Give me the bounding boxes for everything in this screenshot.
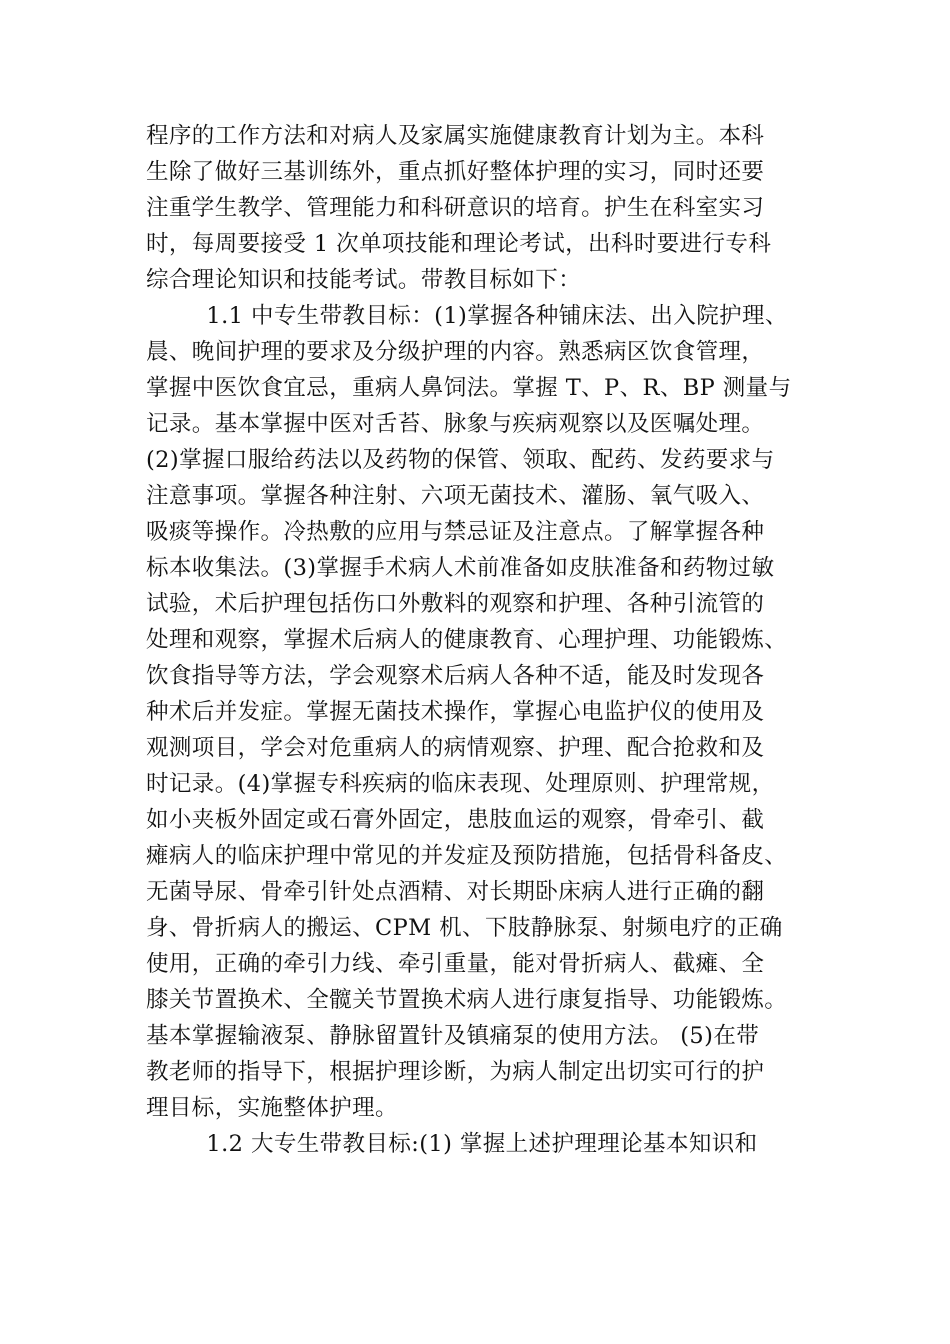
section-heading-line: 1.1 中专生带教目标：(1)掌握各种铺床法、出入院护理、 bbox=[146, 303, 788, 329]
text-line: 综合理论知识和技能考试。带教目标如下： bbox=[146, 267, 582, 293]
text-line: 处理和观察，掌握术后病人的健康教育、心理护理、功能锻炼、 bbox=[146, 627, 788, 653]
text-line: 记录。基本掌握中医对舌苔、脉象与疾病观察以及医嘱处理。 bbox=[146, 411, 765, 437]
text-line: 时，每周要接受 1 次单项技能和理论考试，出科时要进行专科 bbox=[146, 231, 772, 257]
text-line: 身、骨折病人的搬运、CPM 机、下肢静脉泵、射频电疗的正确 bbox=[146, 915, 783, 941]
text-line: 膝关节置换术、全髋关节置换术病人进行康复指导、功能锻炼。 bbox=[146, 987, 788, 1013]
text-line: 程序的工作方法和对病人及家属实施健康教育计划为主。本科 bbox=[146, 123, 765, 149]
text-line: 试验，术后护理包括伤口外敷料的观察和护理、各种引流管的 bbox=[146, 591, 765, 617]
text-line: 观测项目，学会对危重病人的病情观察、护理、配合抢救和及 bbox=[146, 735, 765, 761]
text-line: (2)掌握口服给药法以及药物的保管、领取、配药、发药要求与 bbox=[146, 447, 775, 473]
text-line: 无菌导尿、骨牵引针处点酒精、对长期卧床病人进行正确的翻 bbox=[146, 879, 765, 905]
section-heading-line: 1.2 大专生带教目标:(1) 掌握上述护理理论基本知识和 bbox=[146, 1131, 758, 1157]
text-line: 使用，正确的牵引力线、牵引重量，能对骨折病人、截瘫、全 bbox=[146, 951, 765, 977]
text-line: 教老师的指导下，根据护理诊断，为病人制定出切实可行的护 bbox=[146, 1059, 765, 1085]
text-line: 注重学生教学、管理能力和科研意识的培育。护生在科室实习 bbox=[146, 195, 765, 221]
text-line: 种术后并发症。掌握无菌技术操作，掌握心电监护仪的使用及 bbox=[146, 699, 765, 725]
text-line: 生除了做好三基训练外，重点抓好整体护理的实习，同时还要 bbox=[146, 159, 765, 185]
body-text bbox=[146, 118, 806, 1162]
text-line: 注意事项。掌握各种注射、六项无菌技术、灌肠、氧气吸入、 bbox=[146, 483, 765, 509]
text-line: 基本掌握输液泵、静脉留置针及镇痛泵的使用方法。 (5)在带 bbox=[146, 1023, 760, 1049]
text-line: 掌握中医饮食宜忌，重病人鼻饲法。掌握 T、P、R、BP 测量与 bbox=[146, 375, 792, 401]
text-line: 瘫病人的临床护理中常见的并发症及预防措施，包括骨科备皮、 bbox=[146, 843, 788, 869]
text-line: 时记录。(4)掌握专科疾病的临床表现、处理原则、护理常规， bbox=[146, 771, 775, 797]
text-line: 标本收集法。(3)掌握手术病人术前准备如皮肤准备和药物过敏 bbox=[146, 555, 775, 581]
text-line: 如小夹板外固定或石膏外固定，患肢血运的观察，骨牵引、截 bbox=[146, 807, 765, 833]
text-line: 理目标，实施整体护理。 bbox=[146, 1095, 398, 1121]
text-line: 吸痰等操作。冷热敷的应用与禁忌证及注意点。了解掌握各种 bbox=[146, 519, 765, 545]
text-line: 晨、晚间护理的要求及分级护理的内容。熟悉病区饮食管理， bbox=[146, 339, 765, 365]
text-line: 饮食指导等方法，学会观察术后病人各种不适，能及时发现各 bbox=[146, 663, 765, 689]
